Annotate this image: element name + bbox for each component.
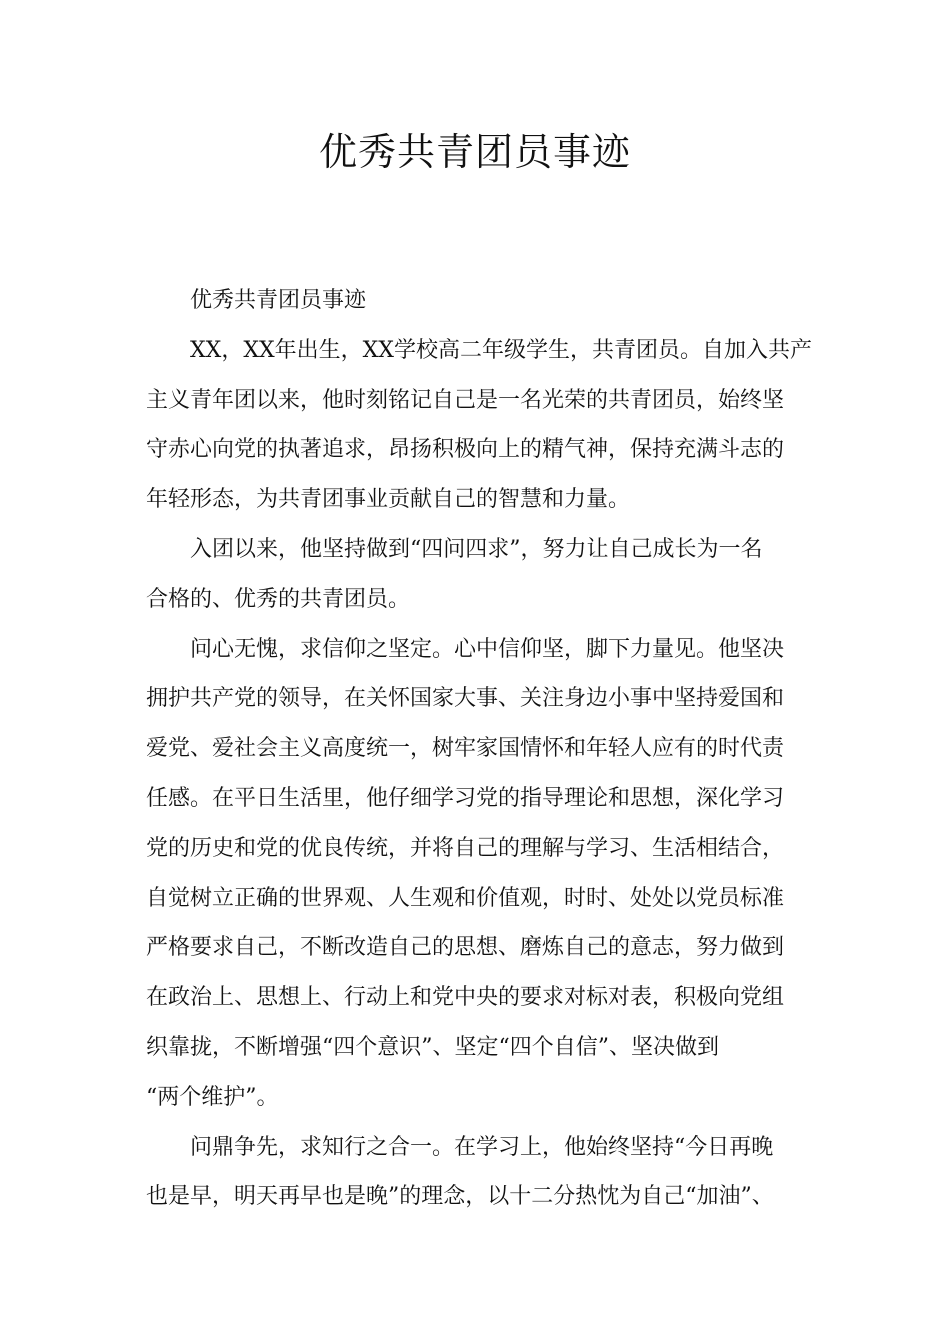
text-line: 爱党、爱社会主义高度统一，树牢家国情怀和年轻人应有的时代责 <box>146 736 785 762</box>
text-line: “两个维护”。 <box>146 1084 279 1110</box>
text-line: 优秀共青团员事迹 <box>190 288 367 313</box>
paragraph-subtitle <box>146 276 810 326</box>
text-line: 严格要求自己，不断改造自己的思想、磨炼自己的意志，努力做到 <box>146 935 785 961</box>
paragraph-faith <box>146 625 810 1123</box>
text-line: 在政治上、思想上、行动上和党中央的要求对标对表，积极向党组 <box>146 985 785 1011</box>
text-line: 任感。在平日生活里，他仔细学习党的指导理论和思想，深化学习 <box>146 785 785 811</box>
text-line: 入团以来，他坚持做到“四问四求”，努力让自己成长为一名 <box>190 536 763 562</box>
text-line: 问心无愧，求信仰之坚定。心中信仰坚，脚下力量见。他坚决 <box>190 636 785 662</box>
document-title: 优秀共青团员事迹 <box>318 130 631 174</box>
text-line: 守赤心向党的执著追求，昂扬积极向上的精气神，保持充满斗志的 <box>146 437 785 463</box>
text-line: XX，XX年出生，XX学校高二年级学生，共青团员。自加入共产 <box>190 337 812 363</box>
text-line: 年轻形态，为共青团事业贡献自己的智慧和力量。 <box>146 487 631 513</box>
paragraph-four-asks <box>146 525 810 625</box>
text-line: 自觉树立正确的世界观、人生观和价值观，时时、处处以党员标准 <box>146 885 785 911</box>
text-line: 主义青年团以来，他时刻铭记自己是一名光荣的共青团员，始终坚 <box>146 387 785 413</box>
paragraph-intro <box>146 326 810 525</box>
text-line: 拥护共产党的领导，在关怀国家大事、关注身边小事中坚持爱国和 <box>146 686 785 712</box>
text-line: 合格的、优秀的共青团员。 <box>146 586 411 612</box>
document-body <box>146 276 810 1222</box>
paragraph-knowledge <box>146 1123 810 1223</box>
text-line: 织靠拢，不断增强“四个意识”、坚定“四个自信”、坚决做到 <box>146 1034 719 1060</box>
text-line: 也是早，明天再早也是晚”的理念，以十二分热忱为自己“加油”、 <box>146 1184 774 1210</box>
text-line: 问鼎争先，求知行之合一。在学习上，他始终坚持“今日再晚 <box>190 1134 774 1160</box>
text-line: 党的历史和党的优良传统，并将自己的理解与学习、生活相结合， <box>146 835 785 861</box>
